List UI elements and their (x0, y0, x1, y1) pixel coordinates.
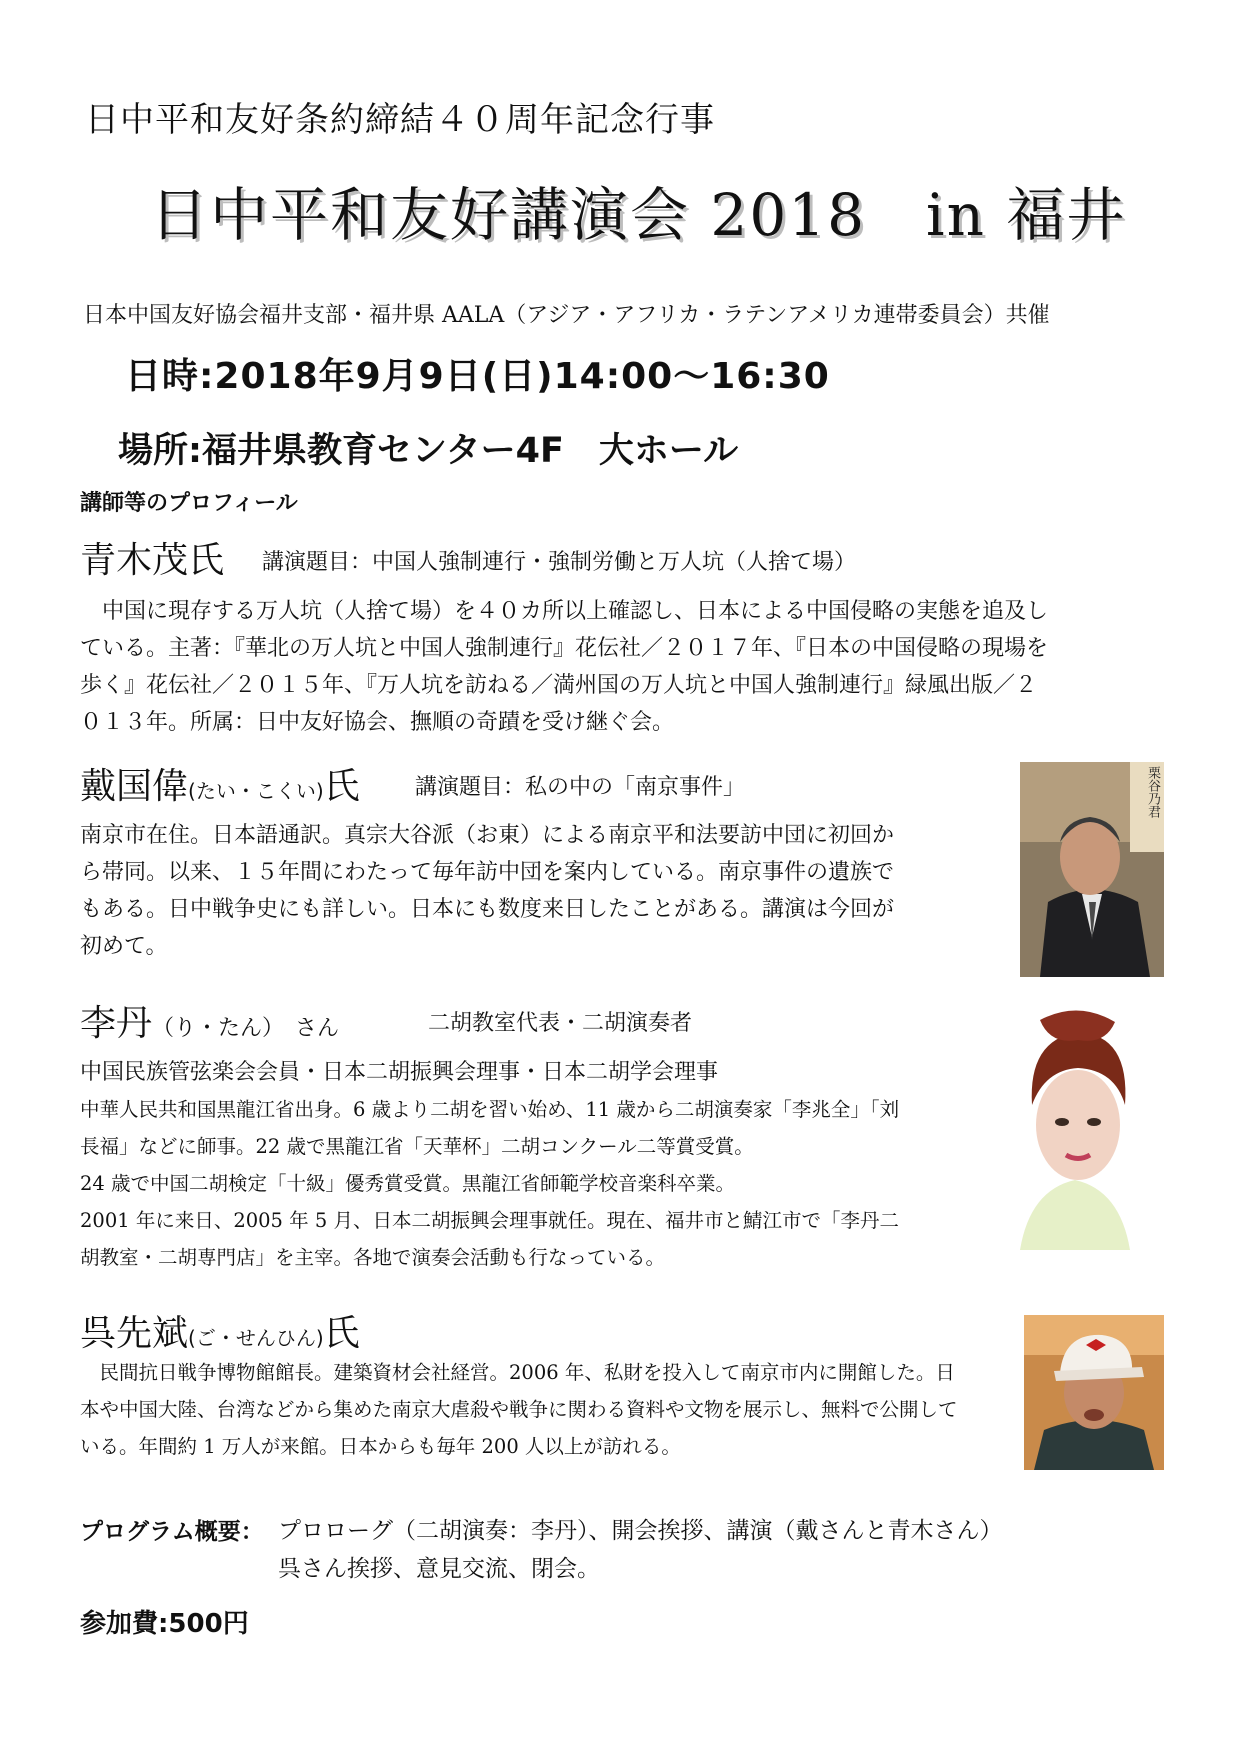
name-main: 呉先斌 (80, 1313, 189, 1354)
event-venue (118, 423, 738, 473)
speaker-topic-aoki: 講演題目：中国人強制連行・強制労働と万人坑（人捨て場） (262, 550, 857, 575)
datetime-label: 日時 (125, 356, 200, 397)
speaker-bio-lidan (80, 1091, 899, 1276)
bio-line: 2001 年に来日、2005 年 5 月、日本二胡振興会理事就任。現在、福井市と鯖江市で「李丹二 (80, 1209, 899, 1232)
bio-line: 中華人民共和国黒龍江省出身。6 歳より二胡を習い始め、11 歳から二胡演奏家「李兆全」「刘 (80, 1098, 900, 1121)
venue-label: 場所 (118, 431, 189, 471)
bio-line: ている。主著：『華北の万人坑と中国人強制連行』花伝社／２０１７年、『日本の中国侵略の現場を (80, 636, 1049, 661)
colon-separator: : (199, 356, 215, 397)
photo-signature: 栗谷乃君 (1145, 766, 1160, 818)
program-line: 呉さん挨拶、意見交流、閉会。 (278, 1556, 600, 1582)
fee-value: 500円 (168, 1609, 249, 1639)
datetime-value: 2018年9月9日(日)14:00～16:30 (214, 356, 830, 397)
name-suffix: 氏 (323, 766, 360, 807)
bio-line: 歩く』花伝社／２０１５年、『万人坑を訪ねる／満州国の万人坑と中国人強制連行』緑風出版／２ (80, 673, 1038, 698)
page-title: 日中平和友好講演会 2018 in 福井 (150, 181, 1127, 249)
bio-line: もある。日中戦争史にも詳しい。日本にも数度来日したことがある。講演は今回が (80, 897, 895, 922)
speaker-photo-dai (1020, 762, 1164, 977)
bio-line: ０１３年。所属：日中友好協会、撫順の奇蹟を受け継ぐ会。 (80, 710, 675, 735)
speaker-name-lidan (80, 995, 339, 1046)
colon-separator: : (158, 1609, 169, 1639)
bio-line: 中国に現存する万人坑（人捨て場）を４０カ所以上確認し、日本による中国侵略の実態を追及し (80, 599, 1049, 624)
name-main: 李丹 (80, 1003, 153, 1044)
name-reading: (ご・せんひん) (188, 1326, 324, 1350)
event-subtitle: 日中平和友好条約締結４０周年記念行事 (85, 100, 715, 140)
name-suffix: 氏 (323, 1313, 360, 1354)
colon-separator: : (188, 431, 203, 471)
event-datetime (125, 348, 830, 399)
speaker-photo-lidan (1000, 1010, 1150, 1250)
name-reading: (たい・こくい) (188, 779, 324, 803)
speaker-bio-wu (80, 1354, 958, 1465)
participation-fee (80, 1603, 249, 1640)
bio-line: 南京市在住。日本語通訳。真宗大谷派（お東）による南京平和法要訪中団に初回か (80, 823, 895, 848)
program-line: プロローグ（二胡演奏：李丹）、開会挨拶、講演（戴さんと青木さん） (278, 1518, 1003, 1544)
bio-line: 民間抗日戦争博物館館長。建築資材会社経営。2006 年、私財を投入して南京市内に開館した。日 (80, 1361, 955, 1384)
fee-label: 参加費 (80, 1609, 159, 1639)
bio-line: 長福」などに師事。22 歳で黒龍江省「天華杯」二胡コンクール二等賞受賞。 (80, 1135, 754, 1158)
speaker-name-aoki: 青木茂氏 (80, 540, 225, 581)
bio-line: 24 歳で中国二胡検定「十級」優秀賞受賞。黒龍江省師範学校音楽科卒業。 (80, 1172, 736, 1195)
speaker-affiliation-lidan: 中国民族管弦楽会会員・日本二胡振興会理事・日本二胡学会理事 (80, 1060, 719, 1085)
speaker-name-wu (80, 1305, 360, 1356)
speaker-photo-wu (1024, 1315, 1164, 1470)
portrait-woman-icon (1000, 1010, 1150, 1250)
speaker-name-dai (80, 758, 360, 809)
bio-line: いる。年間約 1 万人が来館。日本からも毎年 200 人以上が訪れる。 (80, 1435, 681, 1458)
program-label: プログラム概要： (80, 1519, 264, 1545)
profiles-heading: 講師等のプロフィール (80, 491, 298, 516)
organizers-line: 日本中国友好協会福井支部・福井県 AALA（アジア・アフリカ・ラテンアメリカ連帯委員会）共催 (83, 303, 1050, 328)
name-reading: （り・たん） さん (152, 1016, 340, 1041)
speaker-topic-dai: 講演題目：私の中の「南京事件」 (415, 775, 746, 800)
bio-line: 胡教室・二胡専門店」を主宰。各地で演奏会活動も行なっている。 (80, 1246, 666, 1269)
venue-value: 福井県教育センター4F 大ホール (202, 431, 739, 471)
speaker-bio-dai (80, 817, 894, 965)
name-main: 戴国偉 (80, 766, 189, 807)
speaker-bio-aoki (80, 593, 1048, 741)
portrait-man-cap-icon (1024, 1315, 1164, 1470)
bio-line: 本や中国大陸、台湾などから集めた南京大虐殺や戦争に関わる資料や文物を展示し、無料で公開して (80, 1398, 958, 1421)
speaker-role-lidan: 二胡教室代表・二胡演奏者 (428, 1011, 693, 1036)
bio-line: 初めて。 (80, 934, 168, 959)
bio-line: ら帯同。以来、１５年間にわたって毎年訪中団を案内している。南京事件の遺族で (80, 860, 895, 885)
